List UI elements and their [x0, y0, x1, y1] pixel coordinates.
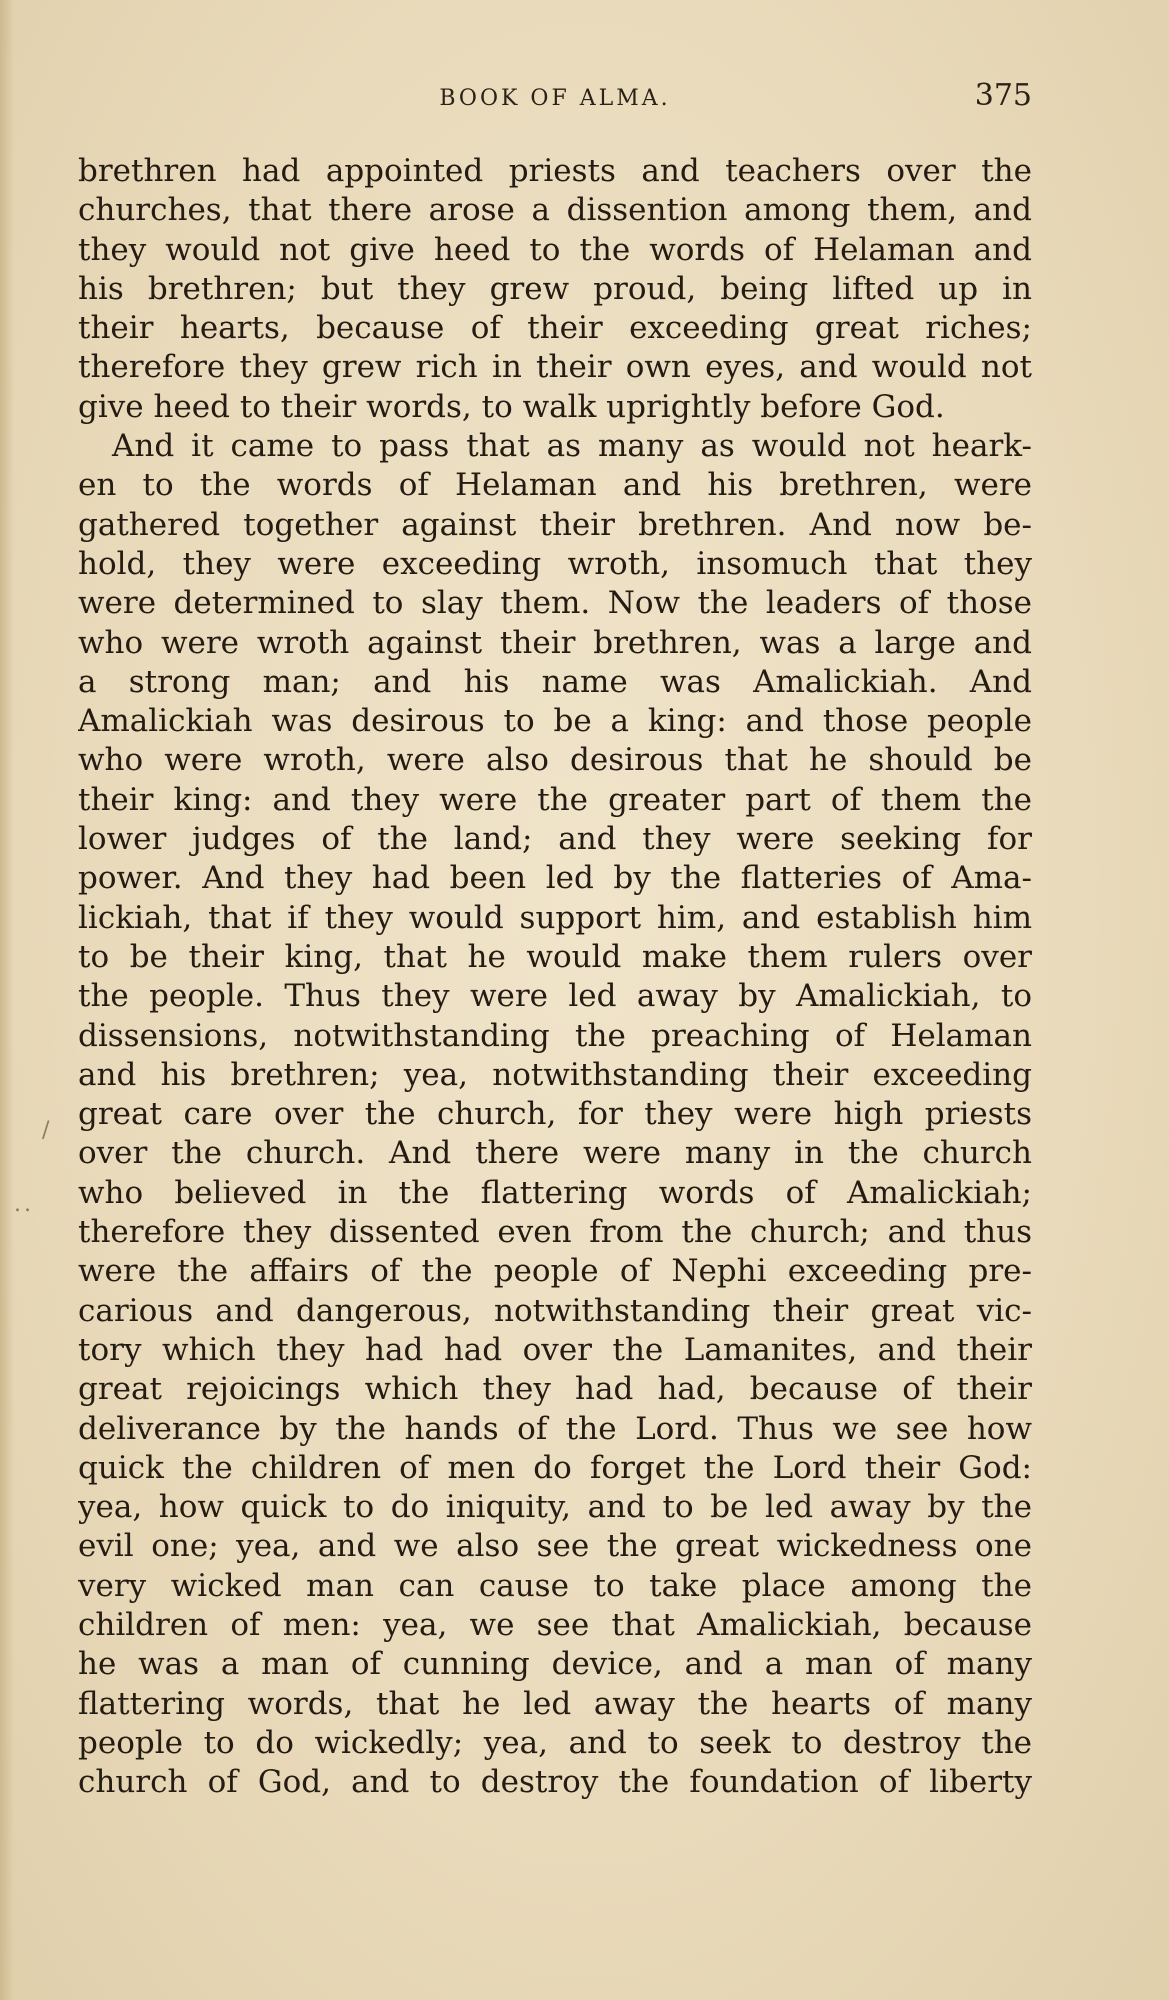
text-line: a strong man; and his name was Amalickiah. And — [78, 663, 1032, 700]
text-line: church of God, and to destroy the foundation of liberty — [78, 1764, 1032, 1801]
text-line: power. And they had been led by the flatteries of Ama- — [78, 860, 1032, 897]
body-text — [78, 152, 1032, 1802]
text-line: en to the words of Helaman and his brethren, were — [78, 467, 1032, 504]
text-line: evil one; yea, and we also see the great wickedness one — [78, 1528, 1032, 1565]
text-line: deliverance by the hands of the Lord. Thus we see how — [78, 1410, 1032, 1447]
text-line: carious and dangerous, notwithstanding their great vic- — [78, 1292, 1032, 1329]
text-line: give heed to their words, to walk uprightly before God. — [78, 388, 945, 425]
text-line: gathered together against their brethren. And now be- — [78, 506, 1032, 543]
text-line: tory which they had had over the Lamanites, and their — [78, 1331, 1032, 1368]
text-line: over the church. And there were many in the church — [78, 1135, 1032, 1172]
text-line: who were wroth against their brethren, was a large and — [78, 624, 1032, 661]
text-line: great rejoicings which they had had, because of their — [78, 1371, 1032, 1408]
text-line: brethren had appointed priests and teachers over the — [78, 153, 1032, 189]
text-line: they would not give heed to the words of Helaman and — [78, 231, 1032, 268]
text-line: were determined to slay them. Now the leaders of those — [78, 585, 1032, 622]
text-line: lickiah, that if they would support him, and establish him — [78, 899, 1032, 936]
text-line: who were wroth, were also desirous that he should be — [78, 742, 1032, 779]
running-head: BOOK OF ALMA. — [439, 86, 671, 111]
text-line: children of men: yea, we see that Amalickiah, because — [78, 1606, 1032, 1643]
margin-mark: / — [42, 1118, 50, 1143]
text-line: and his brethren; yea, notwithstanding their exceeding — [78, 1056, 1032, 1093]
text-line: yea, how quick to do iniquity, and to be led away by the — [78, 1489, 1032, 1526]
text-line: he was a man of cunning device, and a man of many — [78, 1646, 1032, 1683]
text-line: were the affairs of the people of Nephi exceeding pre- — [78, 1253, 1032, 1290]
text-line: Amalickiah was desirous to be a king: and those people — [78, 703, 1032, 740]
text-line: the people. Thus they were led away by Amalickiah, to — [78, 978, 1032, 1015]
text-line: people to do wickedly; yea, and to seek to destroy the — [78, 1724, 1032, 1761]
text-line: great care over the church, for they were high priests — [78, 1096, 1032, 1133]
text-line: flattering words, that he led away the hearts of many — [78, 1685, 1032, 1722]
text-line: their hearts, because of their exceeding great riches; — [78, 310, 1032, 347]
text-line: And it came to pass that as many as would not heark- — [112, 428, 1032, 465]
page-number: 375 — [974, 78, 1032, 113]
text-line: quick the children of men do forget the Lord their God: — [78, 1449, 1032, 1486]
margin-dots: .. — [14, 1192, 34, 1217]
text-line: lower judges of the land; and they were seeking for — [78, 821, 1032, 858]
text-line: their king: and they were the greater part of them the — [78, 781, 1032, 818]
text-line: who believed in the flattering words of Amalickiah; — [78, 1174, 1032, 1211]
page-header — [78, 78, 1032, 118]
text-line: churches, that there arose a dissention among them, and — [78, 192, 1032, 229]
text-line: therefore they grew rich in their own eyes, and would not — [78, 349, 1032, 386]
text-line: very wicked man can cause to take place among the — [78, 1567, 1032, 1604]
text-line: his brethren; but they grew proud, being lifted up in — [78, 270, 1032, 307]
text-line: therefore they dissented even from the church; and thus — [78, 1214, 1032, 1251]
text-line: to be their king, that he would make them rulers over — [78, 938, 1032, 975]
text-line: hold, they were exceeding wroth, insomuch that they — [78, 545, 1032, 582]
text-line: dissensions, notwithstanding the preaching of Helaman — [78, 1017, 1032, 1054]
